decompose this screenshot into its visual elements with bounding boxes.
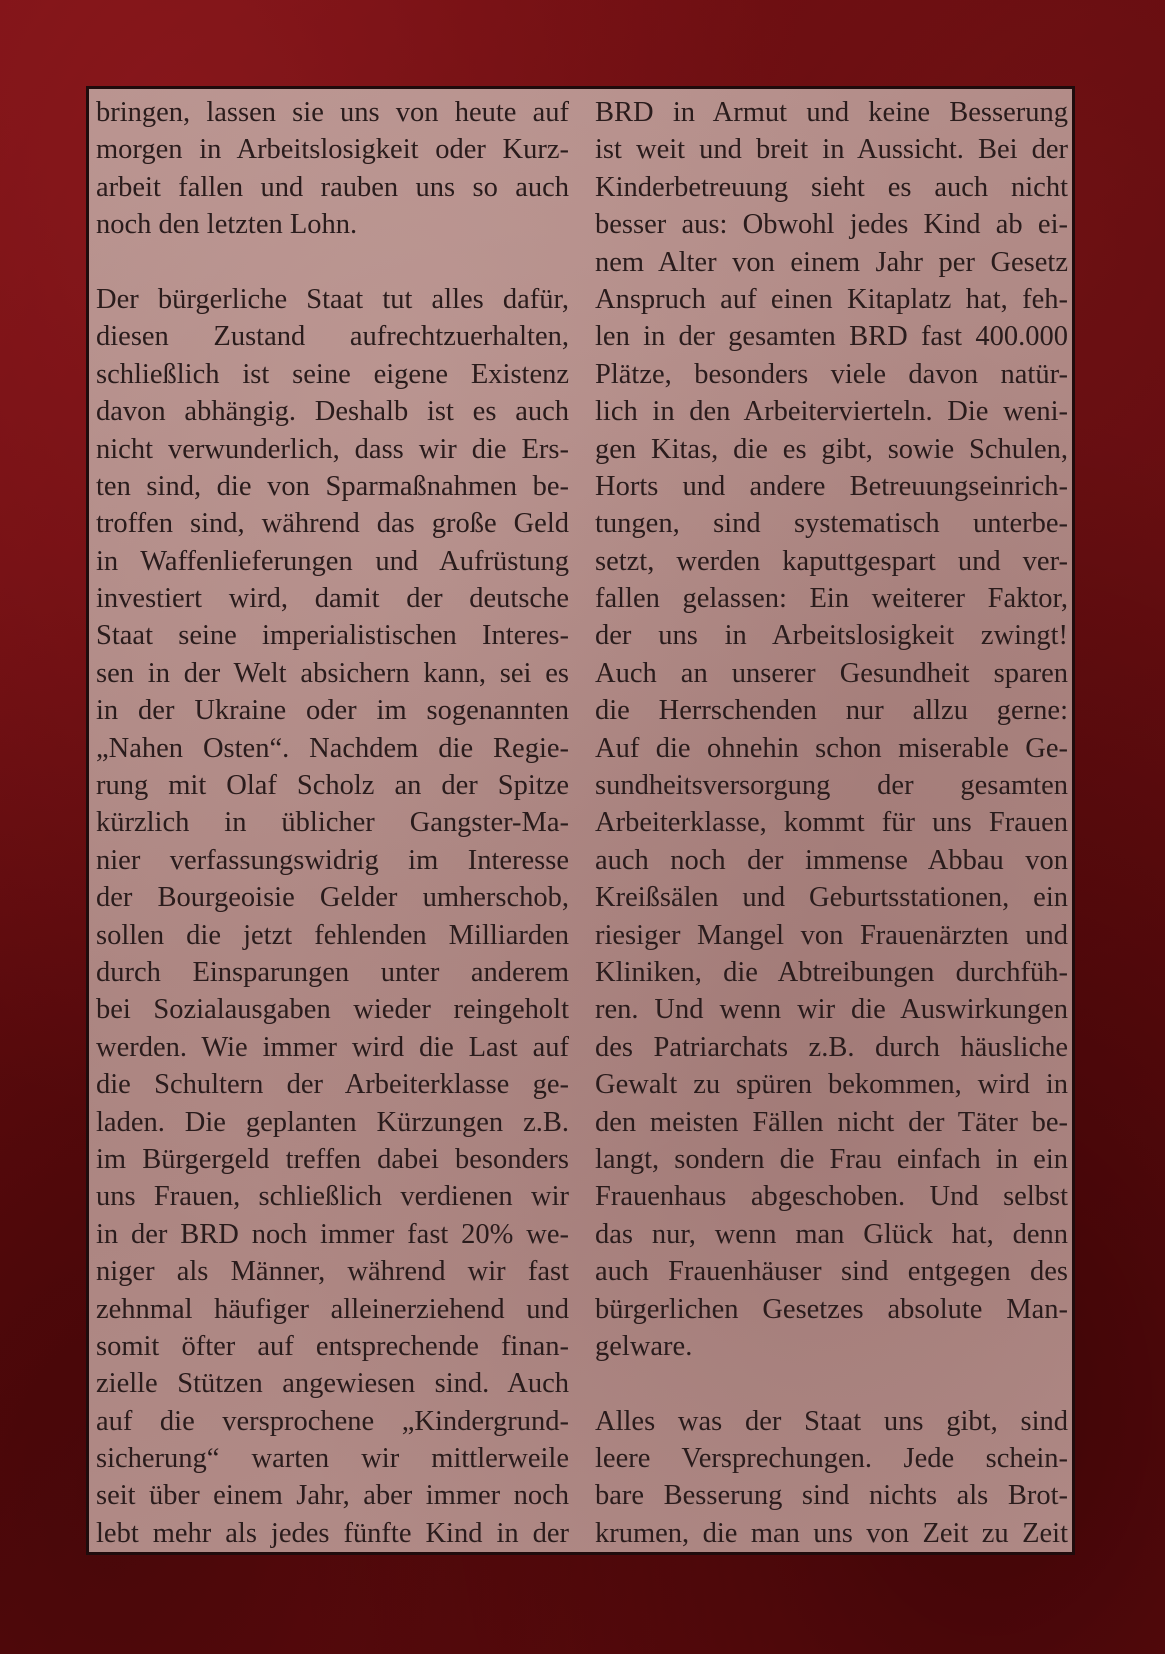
text-line: auch noch der immense Abbau von <box>595 844 1068 876</box>
text-line: der uns in Arbeitslosigkeit zwingt! <box>595 620 1068 652</box>
text-line: bare Besserung sind nichts als Brot- <box>595 1480 1068 1512</box>
text-line: investiert wird, damit der deutsche <box>96 583 569 615</box>
text-line: davon abhängig. Deshalb ist es auch <box>96 396 569 428</box>
text-line: der Bourgeoisie Gelder umherschob, <box>96 882 569 914</box>
text-line: rung mit Olaf Scholz an der Spitze <box>96 770 569 802</box>
text-line: kürzlich in üblicher Gangster-Ma- <box>96 807 569 839</box>
text-line: setzt, werden kaputtgespart und ver- <box>595 545 1068 577</box>
text-line: langt, sondern die Frau einfach in ein <box>595 1143 1068 1175</box>
text-line: lich in den Arbeitervierteln. Die weni- <box>595 396 1068 428</box>
paragraph <box>96 281 569 1552</box>
text-line: sollen die jetzt fehlenden Milliarden <box>96 919 569 951</box>
text-line: nier verfassungswidrig im Interesse <box>96 844 569 876</box>
text-line: nem Alter von einem Jahr per Gesetz <box>595 246 1068 278</box>
text-line: Auf die ohnehin schon miserable Ge- <box>595 732 1068 764</box>
text-line: durch Einsparungen unter anderem <box>96 956 569 988</box>
text-line: schließlich ist seine eigene Existenz <box>96 358 569 390</box>
text-line: Staat seine imperialistischen Interes- <box>96 620 569 652</box>
text-line: in der Ukraine oder im sogenannten <box>96 695 569 727</box>
text-line: Arbeiterklasse, kommt für uns Frauen <box>595 807 1068 839</box>
text-line: in der BRD noch immer fast 20% we- <box>96 1218 569 1250</box>
text-line: das nur, wenn man Glück hat, denn <box>595 1218 1068 1250</box>
text-line: krumen, die man uns von Zeit zu Zeit <box>595 1517 1068 1549</box>
text-line: bei Sozialausgaben wieder reingeholt <box>96 994 569 1026</box>
text-line: uns Frauen, schließlich verdienen wir <box>96 1181 569 1213</box>
text-line: Kreißsälen und Geburtsstationen, ein <box>595 882 1068 914</box>
text-line: ten sind, die von Sparmaßnahmen be- <box>96 470 569 502</box>
paragraph-gap <box>96 244 569 281</box>
text-line: Plätze, besonders viele davon natür- <box>595 358 1068 390</box>
text-line: lebt mehr als jedes fünfte Kind in der <box>96 1517 569 1549</box>
text-line: ist weit und breit in Aussicht. Bei der <box>595 134 1068 166</box>
paragraph <box>96 94 569 244</box>
text-line: besser aus: Obwohl jedes Kind ab ei- <box>595 209 1068 241</box>
text-line: ren. Und wenn wir die Auswirkungen <box>595 994 1068 1026</box>
paragraph <box>595 1403 1068 1553</box>
text-line: die Herrschenden nur allzu gerne: <box>595 695 1068 727</box>
text-line: Horts und andere Betreuungseinrich- <box>595 470 1068 502</box>
text-line: werden. Wie immer wird die Last auf <box>96 1031 569 1063</box>
text-line: diesen Zustand aufrechtzuerhalten, <box>96 321 569 353</box>
text-line: sicherung“ warten wir mittlerweile <box>96 1443 569 1475</box>
text-line: im Bürgergeld treffen dabei besonders <box>96 1143 569 1175</box>
text-line: fallen gelassen: Ein weiterer Faktor, <box>595 583 1068 615</box>
text-line: nicht verwunderlich, dass wir die Ers- <box>96 433 569 465</box>
text-column-right <box>595 94 1068 1552</box>
text-line: auch Frauenhäuser sind entgegen des <box>595 1256 1068 1288</box>
text-line: seit über einem Jahr, aber immer noch <box>96 1480 569 1512</box>
text-line: laden. Die geplanten Kürzungen z.B. <box>96 1106 569 1138</box>
text-column-left <box>96 94 569 1552</box>
text-line: auf die versprochene „Kindergrund- <box>96 1405 569 1437</box>
text-line: arbeit fallen und rauben uns so auch <box>96 171 569 203</box>
text-line: morgen in Arbeitslosigkeit oder Kurz- <box>96 134 569 166</box>
text-line: tungen, sind systematisch unterbe- <box>595 508 1068 540</box>
text-line: Frauenhaus abgeschoben. Und selbst <box>595 1181 1068 1213</box>
text-line: sundheitsversorgung der gesamten <box>595 770 1068 802</box>
text-line: troffen sind, während das große Geld <box>96 508 569 540</box>
text-line: sen in der Welt absichern kann, sei es <box>96 657 569 689</box>
text-line: Auch an unserer Gesundheit sparen <box>595 657 1068 689</box>
text-line: bringen, lassen sie uns von heute auf <box>96 97 569 128</box>
text-line: gelware. <box>595 1330 693 1362</box>
text-line: zehnmal häufiger alleinerziehend und <box>96 1293 569 1325</box>
text-line: len in der gesamten BRD fast 400.000 <box>595 321 1068 353</box>
text-line: in Waffenlieferungen und Aufrüstung <box>96 545 569 577</box>
text-line: niger als Männer, während wir fast <box>96 1256 569 1288</box>
paragraph-gap <box>595 1365 1068 1402</box>
text-line: Alles was der Staat uns gibt, sind <box>595 1405 1068 1437</box>
text-line: zielle Stützen angewiesen sind. Auch <box>96 1368 569 1400</box>
text-line: Gewalt zu spüren bekommen, wird in <box>595 1069 1068 1101</box>
text-line: bürgerlichen Gesetzes absolute Man- <box>595 1293 1068 1325</box>
text-line: gen Kitas, die es gibt, sowie Schulen, <box>595 433 1068 465</box>
text-line: Kinderbetreuung sieht es auch nicht <box>595 171 1068 203</box>
text-line: Anspruch auf einen Kitaplatz hat, feh- <box>595 283 1068 315</box>
text-line: BRD in Armut und keine Besserung <box>595 97 1068 128</box>
text-line: „Nahen Osten“. Nachdem die Regie- <box>96 732 569 764</box>
text-line: leere Versprechungen. Jede schein- <box>595 1443 1068 1475</box>
text-panel <box>86 86 1075 1555</box>
text-line: Der bürgerliche Staat tut alles dafür, <box>96 283 569 315</box>
text-line: riesiger Mangel von Frauenärzten und <box>595 919 1068 951</box>
text-line: noch den letzten Lohn. <box>96 209 358 241</box>
paragraph <box>595 94 1068 1365</box>
text-line: die Schultern der Arbeiterklasse ge- <box>96 1069 569 1101</box>
text-line: den meisten Fällen nicht der Täter be- <box>595 1106 1068 1138</box>
text-line: somit öfter auf entsprechende finan- <box>96 1330 569 1362</box>
text-line: des Patriarchats z.B. durch häusliche <box>595 1031 1068 1063</box>
text-line: Kliniken, die Abtreibungen durchfüh- <box>595 956 1068 988</box>
